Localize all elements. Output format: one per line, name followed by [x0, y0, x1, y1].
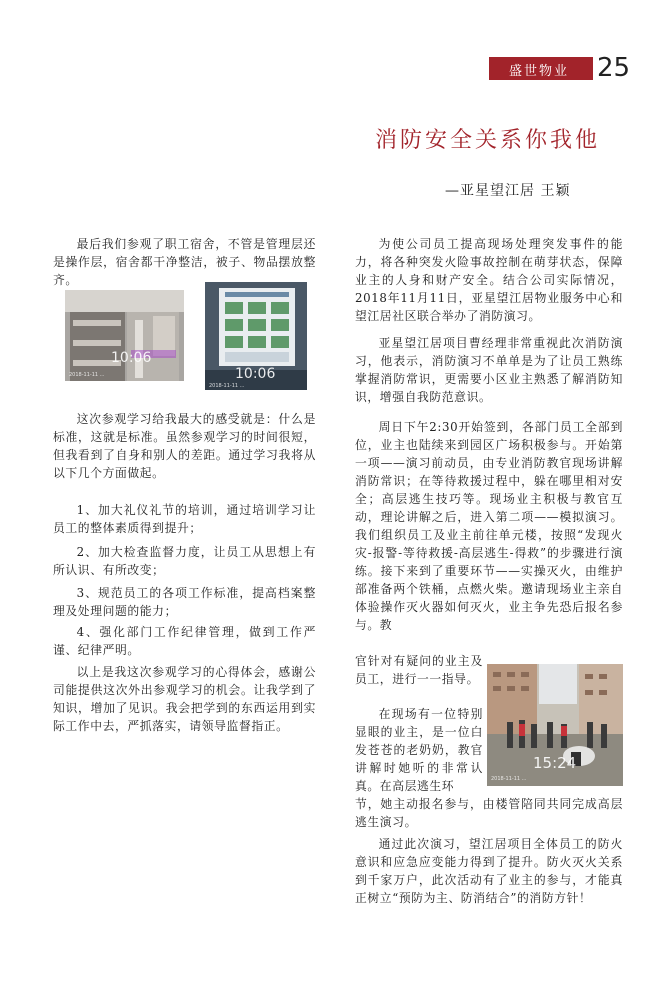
- dormitory-photo: [65, 290, 184, 381]
- section-label: 盛世物业: [509, 64, 570, 79]
- article-title: 消防安全关系你我他: [375, 128, 601, 153]
- left-paragraph-5: 3、规范员工的各项工作标准，提高档案整理及处理问题的能力；: [53, 586, 316, 618]
- right-paragraph-3: 周日下午2:30开始签到，各部门员工全部到位，业主也陆续来到园区广场积极参与。开始第一项——演习前动员，由专业消防教官现场讲解消防常识；在等待救援过程中，躲在哪里相对安全；高层逃生技巧等。现场业主积极与教官互动，理论讲解之后，进入第二项——模拟演习。我们组织员工及业主前往单元楼，按照“发现火灾-报警-等待救援-高层逃生-得救”的步骤进行演练。接下来到了重要环节——实操灭火，由维护部准备两个铁桶，点燃火柴。邀请现场业主亲自体验操作灭火器如何灭火，业主争先恐后报名参与。教: [355, 420, 623, 632]
- left-paragraph-2: 这次参观学习给我最大的感受就是：什么是标准，这就是标准。虽然参观学习的时间很短，但我看到了自身和别人的差距。通过学习我将从以下几个方面做起。: [53, 412, 316, 480]
- right-paragraph-1: 为使公司员工提高现场处理突发事件的能力，将各种突发火险事故控制在萌芽状态，保障业主的人身和财产安全。结合公司实际情况，2018年11月11日，亚星望江居物业服务中心和望江居社区联合举办了消防演习。: [355, 237, 623, 323]
- right-paragraph-3-wrap: 官针对有疑问的业主及员工，进行一一指导。: [355, 654, 483, 686]
- right-paragraph-2: 亚星望江居项目曹经理非常重视此次消防演习，他表示，消防演习不单单是为了让员工熟练掌握消防常识，更需要小区业主熟悉了解消防知识，增强自我防范意识。: [355, 336, 623, 404]
- left-paragraph-3: 1、加大礼仪礼节的培训，通过培训学习让员工的整体素质得到提升；: [53, 503, 316, 535]
- left-paragraph-7: 以上是我这次参观学习的心得体会，感谢公司能提供这次外出参观学习的机会。让我学到了知识，增加了见识。我会把学到的东西运用到实际工作中去，严抓落实，请领导监督指正。: [53, 665, 316, 733]
- photo-stamp: 2018-11-11 ...: [69, 372, 105, 378]
- article-byline: —亚星望江居 王颖: [445, 183, 571, 199]
- notice-board-photo: [205, 282, 307, 390]
- photo-time: 10:06: [111, 350, 152, 366]
- right-paragraph-4-wrap: 在现场有一位特别显眼的业主，是一位白发苍苍的老奶奶，教官讲解时她听的非常认真。在高层逃生环: [355, 707, 483, 793]
- photo-time: 10:06: [235, 366, 276, 382]
- page-number: 25: [597, 53, 631, 83]
- photo-stamp: 2018-11-11 ...: [209, 383, 245, 389]
- section-tab: [489, 57, 593, 80]
- left-paragraph-6: 4、强化部门工作纪律管理，做到工作严谨、纪律严明。: [53, 625, 316, 657]
- left-paragraph-1: 最后我们参观了职工宿舍，不管是管理层还是操作层，宿舍都干净整洁，被子、物品摆放整齐。: [53, 237, 316, 287]
- right-paragraph-5: 通过此次演习，望江居项目全体员工的防火意识和应急应变能力得到了提升。防火灭火关系到千家万户，此次活动有了业主的参与，才能真正树立“预防为主、防消结合”的消防方针！: [355, 837, 623, 905]
- photo-stamp: 2018-11-11 ...: [491, 776, 527, 782]
- dormitory-photo-image: [65, 290, 184, 381]
- right-paragraph-4-continued: 节，她主动报名参与，由楼管陪同共同完成高层逃生演习。: [355, 797, 623, 829]
- photo-time: 15:24: [533, 754, 577, 772]
- fire-drill-photo: [487, 664, 623, 786]
- left-paragraph-4: 2、加大检查监督力度，让员工从思想上有所认识、有所改变；: [53, 545, 316, 577]
